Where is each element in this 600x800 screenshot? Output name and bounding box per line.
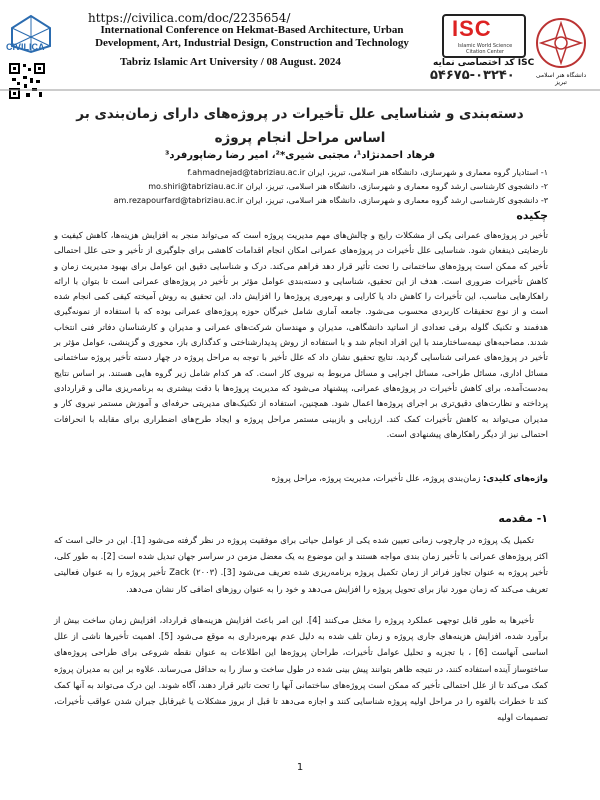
title-line: دسته‌بندی و شناسایی علل تأخیرات در پروژه‌های دارای زمان‌بندی بر bbox=[76, 106, 524, 122]
civilica-logo-text: CIVILICA bbox=[6, 42, 45, 52]
conference-line: International Conference on Hekmat-Based Architecture, Urban bbox=[100, 24, 404, 36]
university-logo-icon bbox=[532, 14, 590, 72]
conference-title bbox=[92, 24, 412, 50]
page-number: 1 bbox=[296, 762, 304, 773]
intro-paragraph-2: تأخیرها به طور قابل توجهی عملکرد پروژه را مختل می‌کنند [4]. این امر باعث افزایش هزینه‌های قرارداد، افزایش زمان ساخت بیش از برآورد شده، افزایش هزینه‌های جاری پروژه و زمان تلف شده به دلیل عدم بهره‌برداری به موقع می‌شود [5]. اهمیت تأخیرها ناشی از علل اساسی آنهاست [6] ، با تجزیه و تحلیل عوامل تأخیرات، طراحان پروژه‌ها این اطلاعات به عنوان نقطه شروعی برای طراحی پروژه‌های ساختوساز آینده استفاده کنند، در نتیجه ظاهر بتوانند پیش بینی شده در طول ساخت و ساز را به حداقل می‌رساند. علاوه بر این به مدیران پروژه کمک می‌کند تا از علل احتمالی تأخیر که ممکن است پروژه‌های ساختمانی آنها را تحت تاثیر قرار دهند، آگاه شوند. این درک می‌تواند به آنها کمک کند تا خطرات بالقوه را در مراحل اولیه پروژه شناسایی کنند و اجازه می‌دهد تا قبل از بروز مشکلات یا غیرقابل جبران شدن عواقب تأخیرات، تصمیمات اولیه bbox=[54, 615, 549, 723]
keywords-label: واژه‌های کلیدی: bbox=[483, 473, 548, 483]
isc-logo-text: ISC bbox=[452, 16, 492, 41]
keywords bbox=[54, 473, 548, 483]
abstract-text: تأخیر در پروژه‌های عمرانی یکی از مشکلات رایج و چالش‌های مهم مدیریت پروژه است که می‌تواند منجر به افزایش هزینه‌ها، کاهش کیفیت و نارضایتی ذینفعان شود. شناسایی علل تأخیرات در پروژه‌های عمرانی امکان انجام اقدامات کاهشی برای جلوگیری از تأخیر و حتی علل احتمالی تأخیر که ممکن است پروژه‌های ساختمانی را تحت تأثیر قرار دهد فراهم می‌کند. درک و شناسایی دقیق این عوامل برای بهبود مدیریت زمان و کاهش تأخیرات ضروری است. هدف از این تحقیق، شناسایی و دسته‌بندی عوامل مؤثر بر تأخیر در پروژه‌های عمرانی است تا بتوان با ارائه راهکارهایی مناسب، این تأخیرات را کاهش داد یا کارایی و بهره‌وری پروژه‌ها را افزایش داد. این تحقیق به روش آمیخته کیفی کمی انجام شده است و از نوع تحقیقات کاربردی محسوب می‌شود. جامعه آماری شامل خبرگان حوزه پروژه‌های عمرانی بوده که با استفاده از نمونه‌گیری هدفمند و تکنیک گلوله برفی تعدادی از اساتید دانشگاهی، مدیران و مهندسان شرکت‌های عمرانی و مدیران و کارشناسان دفاتر فنی انتخاب شدند. مصاحبه‌های نیمه‌ساختارمند با این افراد انجام شد و با استفاده از روش پدیدارشناختی و کدگذاری باز، محوری و گزینشی، عوامل مؤثر بر تأخیر در پروژه‌های عمرانی شناسایی گردید. نتایج تحقیق نشان داد که علل تأخیر با توجه به مراحل پروژه در چهار دسته تأخیر پروژه ساختمانی مسائل اداری، مسائل طراحی، مسائل اجرایی و مسائل مربوط به نیروی کار است. که هر کدام شامل زیر گروه هایی هستند. بر اساس نتایج به‌دست‌آمده، برای کاهش تأخیرات در پروژه‌های عمرانی، پیشنهاد می‌شود که مدیریت پروژه‌ها با دقت بیشتری به برنامه‌ریزی مالی و قراردادی پرداخته و نظارت‌های دقیق‌تری بر اجرای پروژه‌ها اعمال شود. همچنین، استفاده از تکنیک‌های مدیریتی حرفه‌ای و آموزش مستمر نیروی کار و مدیران می‌تواند به کاهش تأخیرات کمک کند. ارزیابی و بازبینی مستمر مراحل پروژه و ایجاد طرح‌های اضطراری برای مقابله با انحرافات احتمالی نیز از دیگر راهکارهای پیشنهادی است. bbox=[54, 230, 548, 439]
isc-code-number: ۵۴۶۷۵-۰۳۲۴۰ bbox=[430, 68, 515, 83]
affiliation-2: ۲- دانشجوی کارشناسی ارشد گروه معماری و شهرسازی، دانشگاه هنر اسلامی، تبریز، ایران mo.shiri@tabriziau.ac.ir bbox=[148, 182, 548, 191]
intro-paragraph-1: تکمیل یک پروژه در چارچوب زمانی تعیین شده یکی از عوامل حیاتی برای موفقیت پروژه در نظر گرفته می‌شود [1]. این در حالی است که اکثر پروژه‌های عمرانی با تأخیر زمان بندی مواجه هستند و این موضوع به یک معضل مزمن در سراسر جهان تبدیل شده است [2]. به طور کلی، تأخیر پروژه به عنوان تجاوز فراتر از زمان تکمیل پروژه برنامه‌ریزی شده تعریف می‌شود [3]. Zack (۲۰۰۳) تأخیر پروژه را به عنوان فعالیتی تعریف می‌کند که زمان مورد نیاز برای تحویل پروژه را افزایش می‌دهد و خود را به عنوان روزهای اضافی کار نشان می‌دهد. bbox=[54, 535, 549, 594]
header-divider bbox=[0, 88, 600, 92]
keywords-list: زمان‌بندی پروژه، علل تأخیرات، مدیریت پروژه، مراحل پروژه bbox=[271, 473, 484, 483]
affiliation-1: ۱- استادیار گروه معماری و شهرسازی، دانشگاه هنر اسلامی، تبریز، ایران f.ahmadnejad@tabriziau.ac.ir bbox=[187, 168, 548, 177]
title-line: اساس مراحل انجام پروژه bbox=[214, 130, 386, 146]
page-url[interactable]: https://civilica.com/doc/2235654/ bbox=[88, 11, 291, 25]
abstract-heading: چکیده bbox=[516, 209, 548, 222]
university-caption: دانشگاه هنر اسلامی تبریز bbox=[535, 72, 587, 86]
isc-caption: Islamic World Science Citation Center bbox=[457, 43, 513, 55]
conference-place-date: Tabriz Islamic Art University / 08 August. 2024 bbox=[120, 56, 341, 68]
isc-code-label: کد اختصاصی نمایه ISC bbox=[433, 58, 535, 68]
paper-title bbox=[40, 102, 560, 150]
conference-line: Development, Art, Industrial Design, Construction and Technology bbox=[95, 37, 409, 49]
section-heading-introduction: ۱- مقدمه bbox=[498, 512, 548, 525]
qr-code-icon bbox=[8, 62, 46, 100]
authors: فرهاد احمدنژاد¹، مجتبی شیری*²، امیر رضا رضاپورفرد³ bbox=[164, 150, 436, 161]
affiliation-3: ۳- دانشجوی کارشناسی ارشد گروه معماری و شهرسازی، دانشگاه هنر اسلامی، تبریز، ایران am.rezapourfard@tabriziau.ac.ir bbox=[113, 196, 548, 205]
